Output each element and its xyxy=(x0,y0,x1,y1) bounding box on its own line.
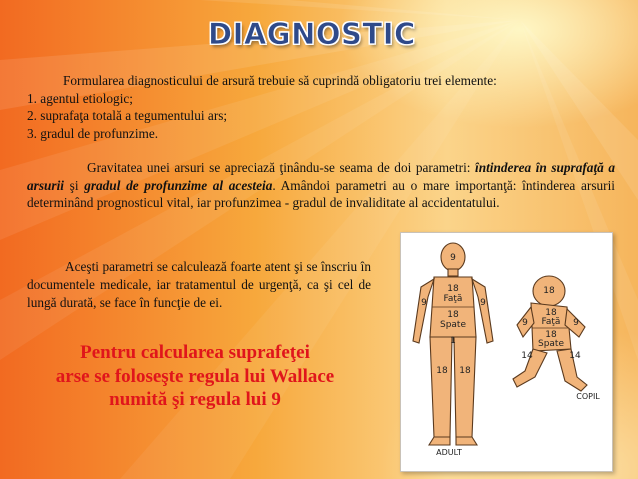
child-leg-right-percent: 14 xyxy=(569,351,581,361)
adult-caption: ADULT xyxy=(436,448,462,457)
adult-front-percent: 18 xyxy=(447,284,459,294)
child-head-percent: 18 xyxy=(543,286,555,296)
adult-neck-shape xyxy=(448,269,458,276)
adult-leg-left-percent: 18 xyxy=(436,366,448,376)
child-caption: COPIL xyxy=(576,392,600,401)
child-arm-right-percent: 9 xyxy=(573,318,579,328)
paragraph-text: . Amândoi parametri au o mare importanţă: întinderea arsurii determinând prognosticul vital, iar profunzimea - gradul de invaliditate al accidentatului. xyxy=(27,177,615,211)
child-back-label: Spate xyxy=(537,339,565,349)
paragraph-text: şi xyxy=(63,177,85,193)
child-front-percent: 18 xyxy=(545,308,557,318)
adult-groin-percent: 1 xyxy=(450,336,456,346)
list-item: 3. gradul de profunzime. xyxy=(27,125,159,141)
parameters-paragraph xyxy=(27,258,371,312)
child-front-label: Faţă xyxy=(541,317,561,327)
intro-block xyxy=(27,72,627,142)
emphasis-surface: întinderea în suprafaţă a arsurii xyxy=(27,160,615,193)
adult-arm-left-percent: 9 xyxy=(421,298,427,308)
adult-back-percent: 18 xyxy=(447,310,459,320)
list-item: 2. suprafaţa totală a tegumentului ars; xyxy=(27,108,228,124)
rule-line: numită şi regula lui 9 xyxy=(109,389,281,410)
adult-foot-left-shape xyxy=(429,437,450,445)
rule-of-nines-illustration xyxy=(401,233,612,471)
adult-leg-right-shape xyxy=(454,337,476,437)
adult-front-label: Faţă xyxy=(443,294,463,304)
intro-lead: Formularea diagnosticului de arsură trebuie să cuprindă obligatoriu trei elemente: xyxy=(63,73,497,88)
emphasis-depth: gradul de profunzime al acesteia xyxy=(84,177,273,193)
rule-of-nines-figure xyxy=(400,232,613,472)
page-title: DIAGNOSTIC xyxy=(208,17,416,51)
adult-arm-right-percent: 9 xyxy=(480,298,486,308)
adult-back-label: Spate xyxy=(439,320,467,330)
paragraph-text: Aceşti parametri se calculează foarte atent şi se înscriu în documentele medicale, iar tratamentul de urgenţă, ca şi cel de lungă durată, se face în funcţie de ei. xyxy=(27,259,371,310)
list-item: 1. agentul etiologic; xyxy=(27,90,133,106)
adult-foot-right-shape xyxy=(456,437,477,445)
wallace-rule-callout xyxy=(32,341,358,412)
child-back-percent: 18 xyxy=(545,330,557,340)
adult-head-percent: 9 xyxy=(450,253,456,263)
rule-line: Pentru calcularea suprafeţei xyxy=(80,342,310,363)
rule-line: arse se foloseşte regula lui Wallace xyxy=(55,365,335,387)
adult-leg-left-shape xyxy=(430,337,452,437)
child-leg-left-percent: 14 xyxy=(521,351,533,361)
severity-paragraph xyxy=(27,159,615,212)
paragraph-text: Gravitatea unei arsuri se apreciază ţinându-se seama de doi parametri: xyxy=(87,160,476,175)
child-arm-left-percent: 9 xyxy=(522,318,528,328)
adult-leg-right-percent: 18 xyxy=(459,366,471,376)
